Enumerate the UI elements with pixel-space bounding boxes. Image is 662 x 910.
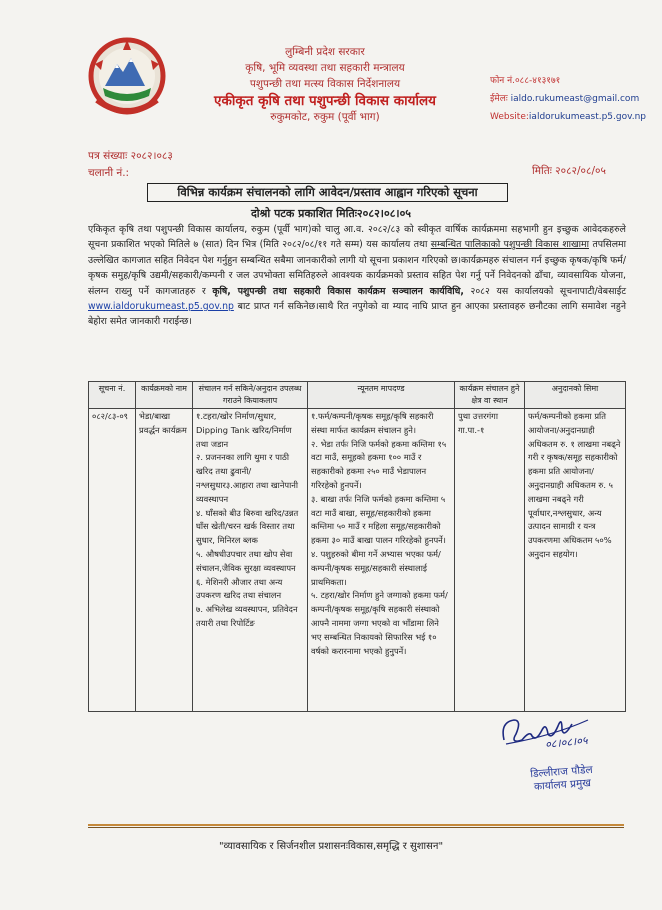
cell-program-name: भेडा/बाखा प्रवर्द्धन कार्यक्रम: [136, 409, 193, 712]
ministry-name: कृषि, भूमि व्यवस्था तथा सहकारी मन्त्रालय: [245, 62, 405, 74]
phone-row: [490, 72, 655, 90]
date-value: २०८२/०८/०५: [555, 165, 606, 177]
body-bold-procedure: कृषि, पशुपन्छी तथा सहकारी विकास कार्यक्रम सञ्चालन कार्यविधि,: [212, 285, 464, 297]
website-body-link[interactable]: www.ialdorukumeast.p5.gov.np: [88, 301, 234, 313]
letter-meta: [88, 148, 173, 182]
header-activities: संचालन गर्न सकिने/अनुदान उपलब्ध गराउने कियाकलाप: [193, 382, 308, 409]
signature-date: ०८।०८।०५: [544, 733, 589, 752]
body-part-1: एकिकृत कृषि तथा पशुपन्छी विकास कार्यालय, रुकुम (पूर्वी भाग)को चालु आ.व. २०८२/८३ को स्वीकृत वार्षिक कार्यक्रममा सहभागी हुन इच्छुक आवेदकहरुले सूचना प्रकाशित भएको मितिले ७ (सात) दिन भित्र (मिति २०८२/०८/११ गते सम्म) यस कार्यालय तथा: [88, 224, 626, 251]
email-label: ईमेलः: [490, 94, 508, 104]
letter-number: २०८२।०८३: [130, 150, 173, 162]
cell-notice-no: ०८२/८३-०९: [89, 409, 136, 712]
table-row: [89, 409, 626, 712]
email-link[interactable]: ialdo.rukumeast@gmail.com: [510, 94, 640, 104]
body-part-2: तपसिलमा उल्लेखित कागजात सहित निवेदन पेश गर्नुहुन सम्बन्धित सबैमा जानकारीको लागी यो सूचना प्रकाशन गरिएको छ।कार्यक्रमहरु संचालन गर्न इच्छुक कृषक/कृषि फर्म/कृषक समुह/कृषि उद्यमी/सहकारी/कम्पनी र जल उपभोक्ता समितिहरुले आवश्यक कार्यक्रमको प्रस्ताव सहित पेश गर्नु पर्ने निवेदनको ढाँचा, व्यावसायिक योजना, संलग्न राख्नु पर्ने कागजातहरु र: [88, 239, 626, 297]
header-grant-limit: अनुदानको सिमा: [525, 382, 626, 409]
notice-body: [88, 222, 626, 330]
header-criteria: न्यूनतम मापदण्ड: [308, 382, 455, 409]
program-table: [88, 381, 626, 712]
cell-criteria: १.फर्म/कम्पनी/कृषक समूह/कृषि सहकारी संस्था मार्फत कार्यक्रम संचालन हुने। २. भेडा तर्फः निजि फर्मको हकमा कम्तिमा १५ वटा माउँ, समूहको हकमा १०० माउँ र सहकारीको हकमा २५० माउँ भेडापालन गरिरहेको हुनपर्ने। ३. बाखा तर्फः निजि फर्मको हकमा कम्तिमा ५ वटा माउँ बाखा, समूह/सहकारीको हकमा कम्तिमा ५० माउँ र महिला समूह/सहकारीको हकमा ३० माउँ बाखा पालन गरिरहेको हुनपर्ने। ४. पशुहरुको बीमा गर्ने अभ्यास भएका फर्म/कम्पनी/कृषक समूह/सहकारी संस्थालाई प्राथमिकता। ५. टहरा/खोर निर्माण हुने जग्गाको हकमा फर्म/कम्पनी/कृषक समूह/कृषि सहकारी संस्थाको आफ्नै नाममा जग्गा भएको वा भाँडामा लिने भए सम्बन्धित निकायको सिफारिस भई १० वर्षको करारनामा भएको हुनुपर्ने।: [308, 409, 455, 712]
notice-subtitle: दोश्रो पटक प्रकाशित मितिः२०८२।०८।०५: [250, 207, 412, 220]
cell-area: पुथा उत्तरगंगा गा.पा.-१: [455, 409, 525, 712]
table-header-row: [89, 382, 626, 409]
signatory-block: [511, 763, 613, 796]
letter-number-row: [88, 148, 173, 165]
footer-slogan: "व्यावसायिक र सिर्जनशील प्रशासनःविकास,समृद्धि र सुशासन": [218, 841, 444, 852]
website-row: [490, 108, 655, 126]
website-label: Website:: [490, 112, 529, 122]
directorate-name: पशुपन्छी तथा मत्स्य विकास निर्देशनालय: [249, 78, 401, 90]
letter-date: [532, 164, 606, 178]
office-location: रुकुमकोट, रुकुम (पूर्वी भाग): [270, 111, 380, 123]
dispatch-number-label: चलानी नं.:: [88, 167, 130, 179]
signatory-title: कार्यालय प्रमुख: [533, 777, 592, 793]
email-row: [490, 90, 655, 108]
body-part-4: बाट प्राप्त गर्न सकिनेछ।साथै रित नपुगेको वा म्याद नाघि प्राप्त हुन आएका प्रस्तावहरु छनौटका लागि समावेश नहुने बेहोरा समेत जानकारी गराईन्छ।: [88, 301, 626, 328]
province-name: लुम्बिनी प्रदेश सरकार: [285, 46, 365, 58]
website-link[interactable]: ialdorukumeast.p5.gov.np: [528, 112, 647, 122]
government-emblem-logo: [83, 30, 171, 118]
footer-divider: [88, 824, 624, 826]
cell-grant-limit: फर्म/कम्पनीको हकमा प्रति आयोजना/अनुदानग्राही अधिकतम रु. १ लाखमा नबढ्ने गरी र कृषक/समूह सहकारीको हकमा प्रति आयोजना/अनुदानग्राही अधिकतम रु. ५ लाखमा नबढ्ने गरी पूर्वाधार,नश्लसुधार, अन्य उत्पादन सामाग्री र यन्त्र उपकरणमा अधिकतम ५०% अनुदान सहयोग।: [525, 409, 626, 712]
office-name: एकीकृत कृषि तथा पशुपन्छी विकास कार्यालय: [214, 93, 436, 109]
phone-number: ०८८-४१३१७१: [514, 76, 561, 86]
cell-activities: १.टहरा/खोर निर्माण/सुधार, Dipping Tank खरिद/निर्माण तथा जडान २. प्रजननका लागि थुमा र पाठी खरिद तथा ढुवानी/नश्लसुधार३.आहारा तथा खानेपानी व्यवस्थापन ४. घाँसको बीउ बिरुवा खरिद/उन्नत घाँस खेती/चरन खर्क विस्तार तथा सुधार, मिनिरल ब्लक ५. औषधीउपचार तथा खोप सेवा संचालन,जैविक सुरक्षा व्यवस्थापन ६. मेशिनरी औजार तथा अन्य उपकरण खरिद तथा संचालन ७. अभिलेख व्यवस्थापन, प्रतिवेदन तयारी तथा रिपोर्टिङ: [193, 409, 308, 712]
body-part-3: २०८२ यस कार्यालयको सूचनापाटी/वेबसाईट: [470, 285, 627, 297]
footer-divider-thin: [88, 827, 624, 828]
signatory-name: डिल्लीराज पौडेल: [529, 763, 594, 781]
phone-label: फोन नं.: [490, 76, 515, 86]
notice-title: विभिन्न कार्यक्रम संचालनको लागि आवेदन/प्रस्ताव आह्वान गरिएको सूचना: [147, 183, 508, 202]
letter-number-label: पत्र संख्याः: [88, 150, 128, 162]
body-underlined-1: सम्बन्धित पालिकाको पशुपन्छी विकास शाखामा: [430, 239, 590, 251]
date-label: मितिः: [532, 165, 552, 177]
header-area: कार्यक्रम संचालन हुने क्षेत्र वा स्थान: [455, 382, 525, 409]
header-program-name: कार्यक्रमको नाम: [136, 382, 193, 409]
header-notice-no: सूचना नं.: [89, 382, 136, 409]
office-header: [180, 44, 470, 125]
contact-block: [490, 72, 655, 126]
